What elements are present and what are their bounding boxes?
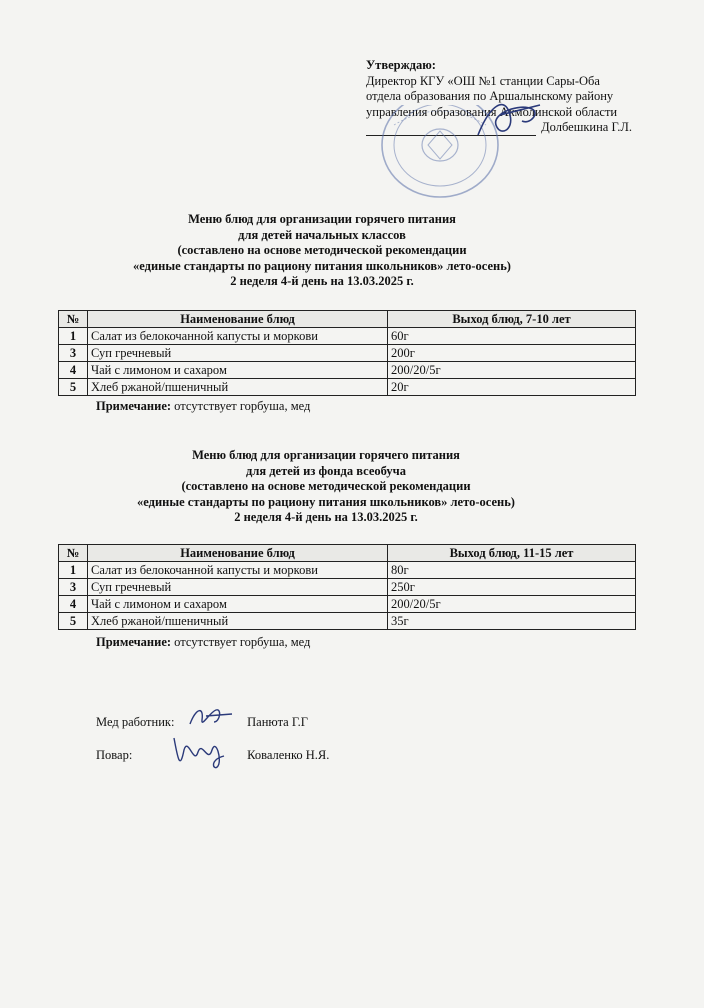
- table-row: [59, 328, 636, 345]
- signer-name: Коваленко Н.Я.: [247, 748, 330, 762]
- dish-output: 250г: [388, 579, 636, 596]
- dish-output: 80г: [388, 562, 636, 579]
- row-number: 5: [59, 379, 88, 396]
- dish-name: Чай с лимоном и сахаром: [88, 596, 388, 613]
- title-line: 2 неделя 4-й день на 13.03.2025 г.: [234, 510, 418, 524]
- title-line: для детей из фонда всеобуча: [246, 463, 406, 478]
- table-row: [59, 613, 636, 630]
- table-header-row: [59, 545, 636, 562]
- dish-name: Чай с лимоном и сахаром: [88, 362, 388, 379]
- row-number: 3: [59, 345, 88, 362]
- column-header-dish: Наименование блюд: [88, 311, 388, 328]
- title-line: (составлено на основе методической рекомендации: [181, 479, 471, 493]
- signer-role: Повар:: [96, 748, 133, 762]
- menu2-table: [58, 544, 636, 630]
- medic-signature-icon: [186, 702, 236, 732]
- column-header-number: №: [59, 311, 88, 328]
- table-header-row: [59, 311, 636, 328]
- table-row: [59, 562, 636, 579]
- title-line: «единые стандарты по рациону питания школьников» лето-осень): [137, 494, 515, 509]
- table-row: [59, 596, 636, 613]
- dish-output: 200/20/5г: [388, 362, 636, 379]
- dish-output: 200/20/5г: [388, 596, 636, 613]
- dish-output: 60г: [388, 328, 636, 345]
- table-row: [59, 345, 636, 362]
- dish-output: 20г: [388, 379, 636, 396]
- menu1-title: [0, 212, 674, 290]
- signer-role: Мед работник:: [96, 715, 175, 729]
- table-row: [59, 379, 636, 396]
- column-header-number: №: [59, 545, 88, 562]
- note-text: отсутствует горбуша, мед: [174, 635, 311, 649]
- dish-name: Салат из белокочанной капусты и моркови: [88, 562, 388, 579]
- note-text: отсутствует горбуша, мед: [174, 399, 311, 413]
- table-row: [59, 579, 636, 596]
- row-number: 4: [59, 596, 88, 613]
- column-header-output: Выход блюд, 7-10 лет: [388, 311, 636, 328]
- title-line: Меню блюд для организации горячего питания: [192, 448, 460, 462]
- menu2-title: [0, 448, 678, 526]
- approval-heading: Утверждаю:: [366, 58, 436, 72]
- title-line: «единые стандарты по рациону питания школьников» лето-осень): [133, 258, 511, 273]
- dish-name: Суп гречневый: [88, 345, 388, 362]
- menu2-note: [96, 635, 310, 650]
- dish-name: Салат из белокочанной капусты и моркови: [88, 328, 388, 345]
- title-line: Меню блюд для организации горячего питания: [188, 212, 456, 226]
- director-signature-icon: [470, 85, 550, 145]
- menu1-note: [96, 399, 310, 414]
- row-number: 3: [59, 579, 88, 596]
- approval-line: Директор КГУ «ОШ №1 станции Сары-Оба: [366, 73, 600, 88]
- note-label: Примечание:: [96, 399, 172, 413]
- row-number: 1: [59, 562, 88, 579]
- column-header-dish: Наименование блюд: [88, 545, 388, 562]
- row-number: 5: [59, 613, 88, 630]
- row-number: 1: [59, 328, 88, 345]
- approval-line: отдела образования по Аршалынскому району: [366, 89, 614, 103]
- title-line: для детей начальных классов: [238, 227, 406, 242]
- dish-name: Хлеб ржаной/пшеничный: [88, 613, 388, 630]
- approval-line: управления образования Акмолинской области: [366, 104, 618, 119]
- column-header-output: Выход блюд, 11-15 лет: [388, 545, 636, 562]
- title-line: (составлено на основе методической рекомендации: [177, 243, 467, 257]
- approval-signatory: Долбешкина Г.Л.: [541, 120, 633, 134]
- table-row: [59, 362, 636, 379]
- menu1-table: [58, 310, 636, 396]
- dish-name: Суп гречневый: [88, 579, 388, 596]
- dish-output: 200г: [388, 345, 636, 362]
- cook-signature-icon: [168, 730, 228, 775]
- signer-name: Панюта Г.Г: [247, 715, 309, 729]
- title-line: 2 неделя 4-й день на 13.03.2025 г.: [230, 274, 414, 288]
- note-label: Примечание:: [96, 635, 172, 649]
- dish-output: 35г: [388, 613, 636, 630]
- row-number: 4: [59, 362, 88, 379]
- dish-name: Хлеб ржаной/пшеничный: [88, 379, 388, 396]
